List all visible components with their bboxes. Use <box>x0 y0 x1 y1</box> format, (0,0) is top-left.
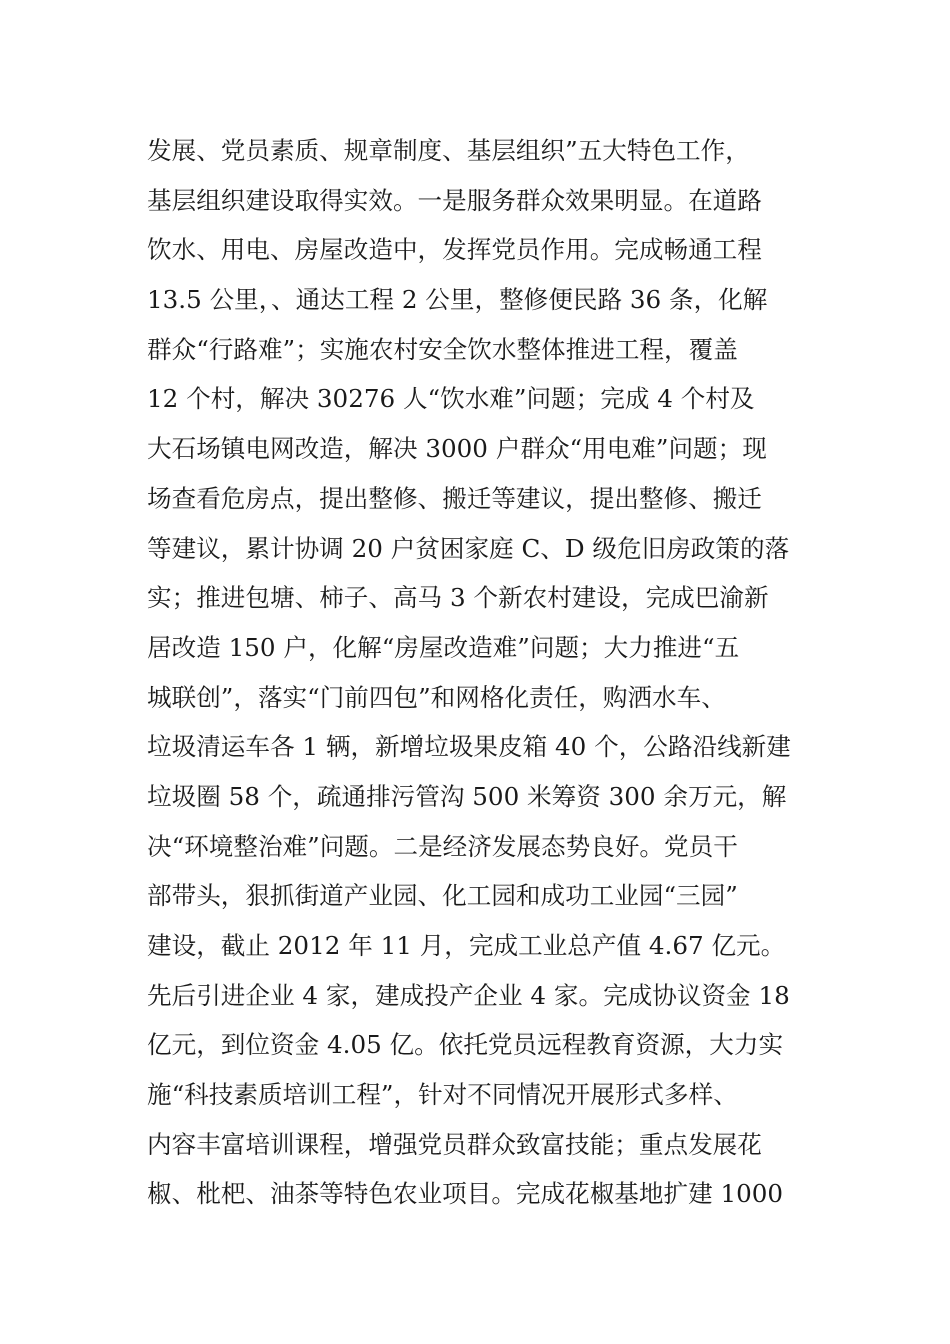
text-line: 群众“行路难”；实施农村安全饮水整体推进工程，覆盖 <box>147 334 738 364</box>
text-line: 饮水、用电、房屋改造中，发挥党员作用。完成畅通工程 <box>147 235 762 265</box>
text-line: 12 个村，解决 30276 人“饮水难”问题；完成 4 个村及 <box>147 384 755 414</box>
text-line: 部带头，狠抓街道产业园、化工园和成功工业园“三园” <box>147 881 738 911</box>
text-line: 亿元，到位资金 4.05 亿。依托党员远程教育资源，大力实 <box>147 1030 784 1060</box>
text-line: 实；推进包塘、柿子、高马 3 个新农村建设，完成巴渝新 <box>147 583 769 613</box>
text-line: 先后引进企业 4 家，建成投产企业 4 家。完成协议资金 18 <box>147 980 790 1010</box>
text-line: 垃圾圈 58 个，疏通排污管沟 500 米筹资 300 余万元，解 <box>147 781 787 811</box>
text-line: 椒、枇杷、油茶等特色农业项目。完成花椒基地扩建 1000 <box>147 1179 784 1209</box>
text-line: 施“科技素质培训工程”，针对不同情况开展形式多样、 <box>147 1080 738 1110</box>
text-line: 居改造 150 户，化解“房屋改造难”问题；大力推进“五 <box>147 632 740 662</box>
text-line: 发展、党员素质、规章制度、基层组织”五大特色工作， <box>147 136 750 165</box>
text-line: 基层组织建设取得实效。一是服务群众效果明显。在道路 <box>147 185 762 215</box>
text-line: 垃圾清运车各 1 辆，新增垃圾果皮箱 40 个，公路沿线新建 <box>147 732 791 762</box>
text-line: 决“环境整治难”问题。二是经济发展态势良好。党员干 <box>147 831 738 861</box>
text-line: 城联创”，落实“门前四包”和网格化责任，购洒水车、 <box>147 682 726 712</box>
text-line: 13.5 公里，、通达工程 2 公里，整修便民路 36 条，化解 <box>147 285 768 315</box>
text-line: 内容丰富培训课程，增强党员群众致富技能；重点发展花 <box>147 1129 762 1159</box>
text-line: 大石场镇电网改造，解决 3000 户群众“用电难”问题；现 <box>147 434 767 464</box>
body-text <box>147 126 827 1219</box>
text-line: 场查看危房点，提出整修、搬迁等建议，提出整修、搬迁 <box>147 483 762 513</box>
text-line: 等建议，累计协调 20 户贫困家庭 C、D 级危旧房政策的落 <box>147 533 790 563</box>
text-line: 建设，截止 2012 年 11 月，完成工业总产值 4.67 亿元。 <box>147 931 786 960</box>
